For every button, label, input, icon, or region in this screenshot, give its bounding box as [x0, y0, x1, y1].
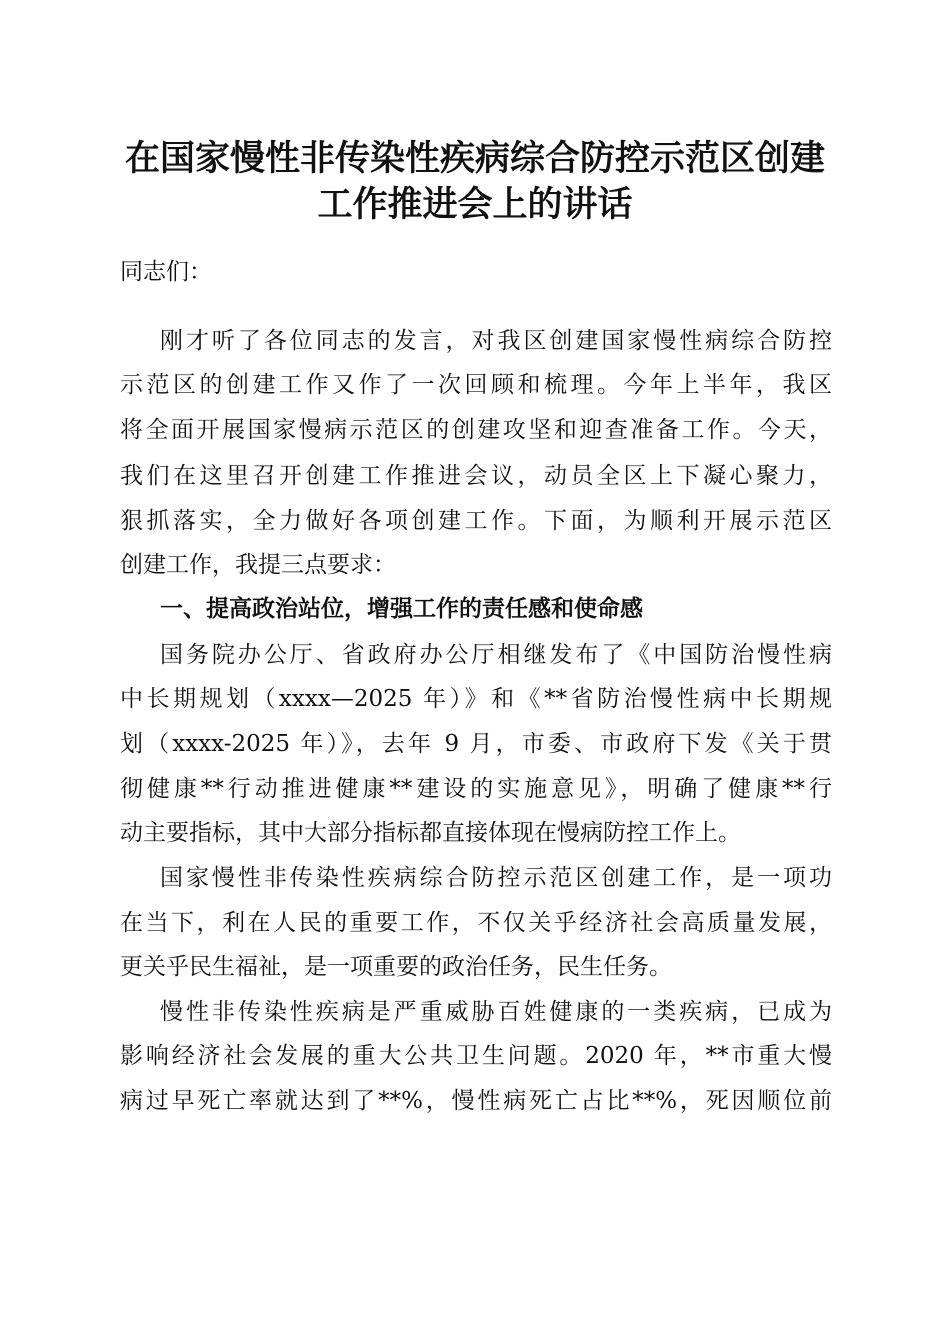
paragraph-4-line: 影响经济社会发展的重大公共卫生问题。2020 年，**市重大慢 — [120, 1043, 832, 1069]
paragraph-1-line: 狠抓落实，全力做好各项创建工作。下面，为顺利开展示范区 — [120, 508, 832, 534]
paragraph-3-line: 国家慢性非传染性疾病综合防控示范区创建工作，是一项功 — [160, 865, 832, 891]
paragraph-2-line: 中长期规划（xxxx—2025 年）》和《**省防治慢性病中长期规 — [120, 686, 832, 712]
paragraph-2-line: 国务院办公厅、省政府办公厅相继发布了《中国防治慢性病 — [160, 642, 832, 668]
paragraph-3-line: 更关乎民生福祉，是一项重要的政治任务，民生任务。 — [120, 954, 672, 980]
paragraph-2-line: 划（xxxx-2025 年）》，去年 9 月，市委、市政府下发《关于贯 — [120, 731, 832, 757]
paragraph-2-line: 动主要指标，其中大部分指标都直接体现在慢病防控工作上。 — [120, 820, 741, 846]
document-title-line-1: 在国家慢性非传染性疾病综合防控示范区创建 — [124, 138, 825, 179]
paragraph-4-line: 病过早死亡率就达到了**%，慢性病死亡占比**%，死因顺位前 — [120, 1088, 832, 1114]
paragraph-1-line: 将全面开展国家慢病示范区的创建攻坚和迎查准备工作。今天， — [120, 417, 832, 443]
paragraph-1-line: 示范区的创建工作又作了一次回顾和梳理。今年上半年，我区 — [120, 372, 832, 398]
section-1-heading: 一、提高政治站位，增强工作的责任感和使命感 — [160, 596, 643, 622]
paragraph-1-line: 创建工作，我提三点要求： — [120, 552, 396, 578]
salutation: 同志们： — [120, 259, 212, 285]
paragraph-2-line: 彻健康**行动推进健康**建设的实施意见》，明确了健康**行 — [120, 776, 832, 802]
paragraph-1-line: 刚才听了各位同志的发言，对我区创建国家慢性病综合防控 — [160, 328, 832, 354]
paragraph-4-line: 慢性非传染性疾病是严重威胁百姓健康的一类疾病，已成为 — [160, 999, 832, 1025]
paragraph-3-line: 在当下，利在人民的重要工作，不仅关乎经济社会高质量发展， — [120, 910, 832, 936]
document-title-line-2: 工作推进会上的讲话 — [317, 184, 633, 225]
paragraph-1-line: 我们在这里召开创建工作推进会议，动员全区上下凝心聚力， — [120, 463, 832, 489]
